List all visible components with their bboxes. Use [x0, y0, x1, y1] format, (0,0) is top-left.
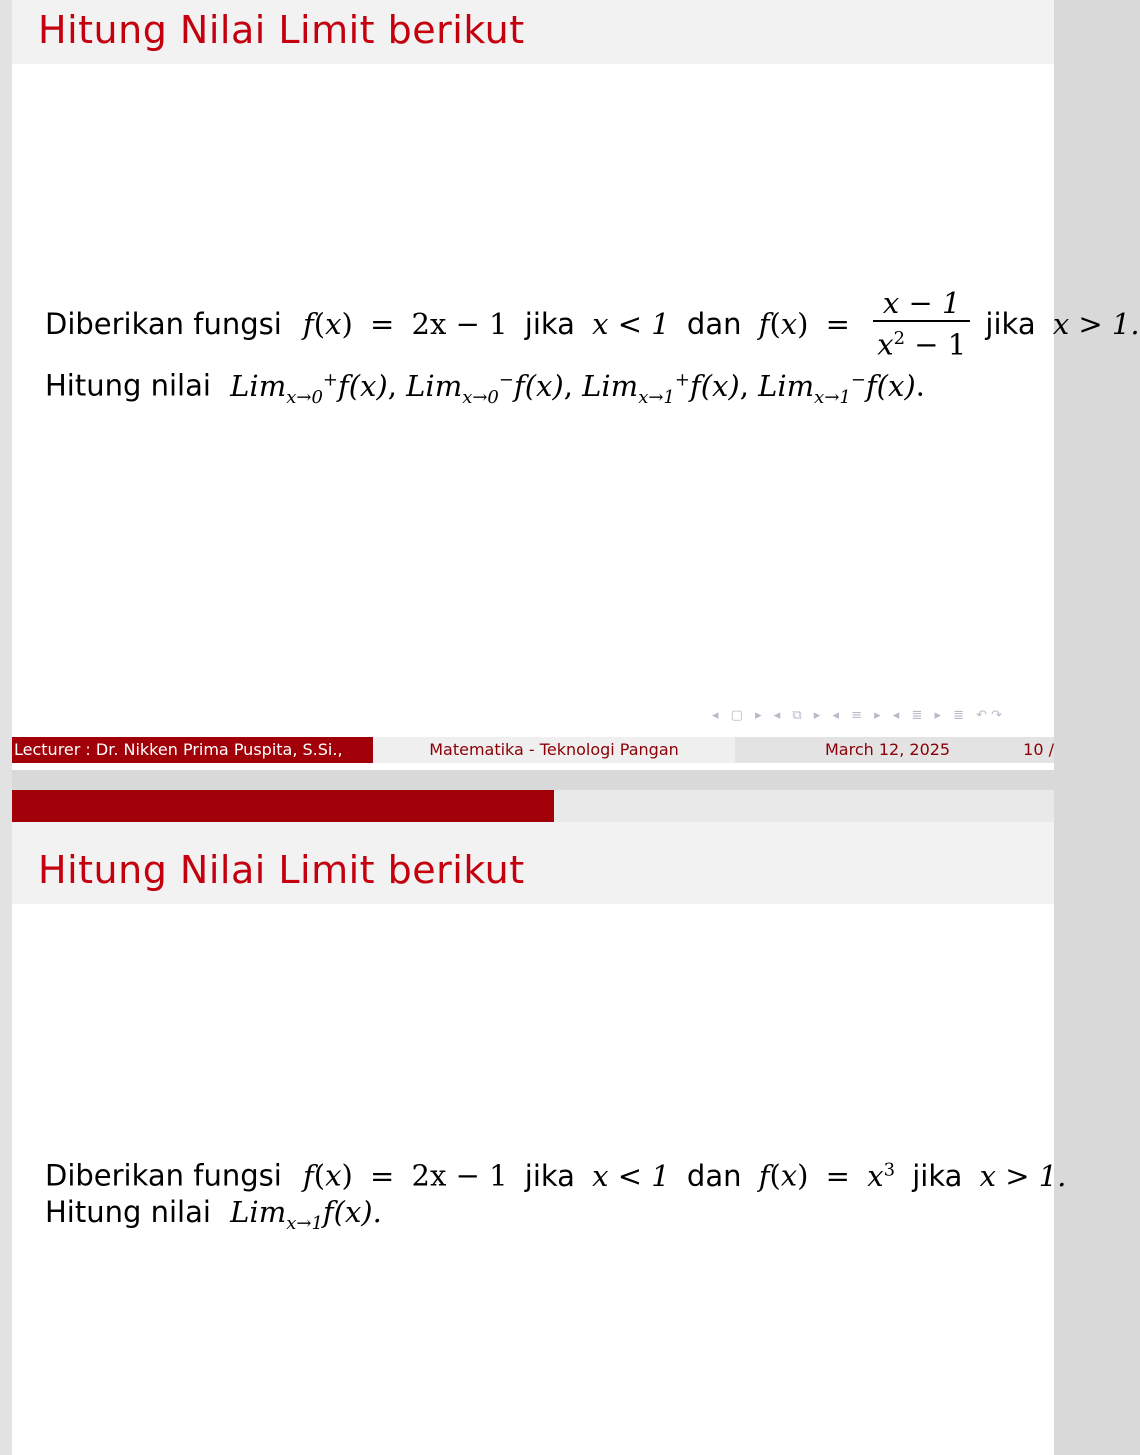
beamer-navigation-icons[interactable]: ◂ ▢ ▸ ◂ ⧉ ▸ ◂ ≡ ▸ ◂ ≣ ▸ ≣ ↶↷ [712, 708, 1006, 723]
func-symbol: f [303, 306, 314, 341]
dan-word: dan [686, 1158, 742, 1193]
progress-bar [12, 790, 1054, 822]
piece-1-expression: 2x − 1 [411, 1158, 508, 1193]
function-definition: Diberikan fungsi f(x) = 2x − 1 jika x < 1 dan $f(x) = x^3$ jika x > 1. [45, 1158, 1067, 1193]
footer-date-page [735, 737, 1054, 763]
condition-2: x > 1. [1052, 306, 1140, 341]
dan-word: dan [686, 306, 742, 341]
slide-1 [12, 0, 1140, 770]
footer-page-number: 10 / [1023, 740, 1054, 759]
footer-author: Lecturer : Dr. Nikken Prima Puspita, S.Si., [12, 737, 373, 763]
frame-title-bar [12, 822, 1054, 904]
limit-3: Lim$_{x\to 1}$+f(x) [582, 368, 740, 408]
question-lead: Hitung nilai [45, 1195, 211, 1229]
slide-title: Hitung Nilai Limit berikut [38, 8, 525, 52]
equals-sign: = [370, 306, 395, 341]
piece-1-expression: 2x − 1 [411, 306, 508, 341]
intro-text: Diberikan fungsi [45, 1158, 282, 1193]
func-var: x [780, 1158, 798, 1193]
limit-1: Lim$_{x\to 0}$+f(x) [230, 368, 388, 408]
jika-word: jika [912, 1158, 963, 1193]
piece-2-expression: $x^3$ [867, 1158, 896, 1193]
limit-4: Lim$_{x\to 1}$−f(x) [758, 368, 916, 408]
func-var: x [325, 306, 342, 341]
slide-footer [12, 737, 1054, 763]
question-lead: Hitung nilai [45, 368, 211, 403]
func-symbol: f [758, 1158, 770, 1193]
jika-word: jika [524, 306, 575, 341]
jika-word: jika [985, 306, 1036, 341]
function-definition: Diberikan fungsi f(x) = 2x − 1 jika x < 1 dan f(x) = $\frac{x - 1}{x^2 - 1}$ jika x > 1. [45, 286, 1140, 362]
limit-question [45, 1192, 382, 1244]
footer-date: March 12, 2025 [825, 740, 951, 759]
func-symbol: f [758, 306, 770, 341]
equals-sign: = [825, 1158, 850, 1193]
jika-word: jika [524, 1158, 575, 1193]
condition-2: x > 1. [979, 1158, 1067, 1193]
func-symbol: f [303, 1158, 314, 1193]
condition-1: x < 1 [592, 306, 670, 341]
equals-sign: = [370, 1158, 395, 1193]
fraction [873, 286, 970, 362]
fraction-denominator: $x^2 - 1$ [877, 327, 967, 362]
limit-question: Hitung nilai Lim$_{x\to 0}$+f(x), Lim$_{x\to 0}$−f(x), Lim$_{x\to 1}$+f(x), Lim$_{x\to 1}$−f(x). [45, 368, 925, 408]
progress-bar-fill [12, 790, 554, 822]
limit-2: Lim$_{x\to 0}$−f(x) [406, 368, 564, 408]
equals-sign: = [825, 306, 850, 341]
limit-expression: Lim$_{x\to 1}$f(x). [230, 1195, 382, 1234]
condition-1: x < 1 [592, 1158, 670, 1193]
frame-title-bar [12, 0, 1054, 64]
func-var: x [780, 306, 798, 341]
fraction-numerator: x − 1 [873, 286, 970, 322]
func-var: x [325, 1158, 342, 1193]
slide-2 [12, 790, 1067, 1455]
slide-title: Hitung Nilai Limit berikut [38, 848, 525, 892]
viewer-left-strip [0, 0, 12, 1455]
footer-course: Matematika - Teknologi Pangan [373, 737, 735, 763]
intro-text: Diberikan fungsi [45, 306, 282, 341]
